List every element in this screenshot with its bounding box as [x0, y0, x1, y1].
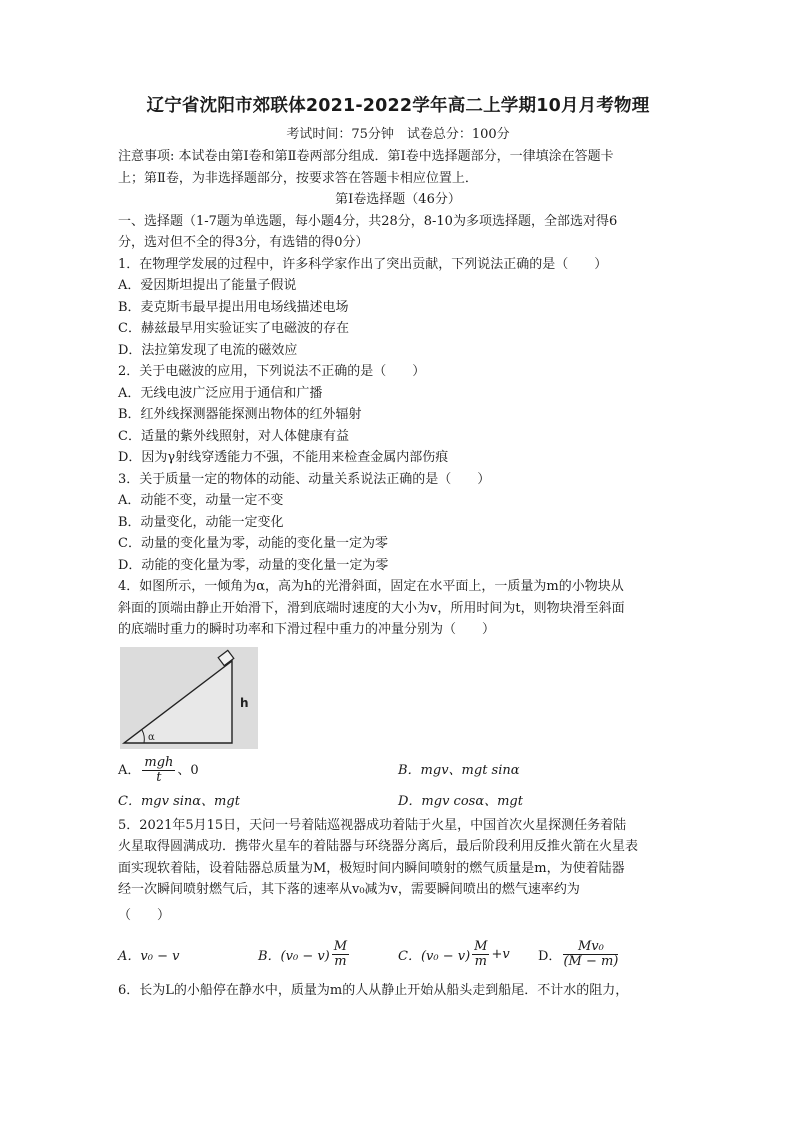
incline-diagram [120, 647, 258, 749]
label-h: h [240, 695, 249, 710]
q4-option-a-denominator: t [156, 770, 162, 785]
q5-option-c [398, 940, 538, 969]
q5-line-5: （ ） [118, 907, 171, 923]
section-intro-2: 分，选对但不全的得3分，有选错的得0分） [118, 235, 369, 250]
q1-option-d: D．法拉第发现了电流的磁效应 [118, 342, 298, 358]
q3-option-b: B．动量变化，动能一定变化 [118, 514, 284, 530]
q4-line-1: 4．如图所示，一倾角为α，高为h的光滑斜面，固定在水平面上，一质量为m的小物块从 [118, 579, 624, 594]
q5-line-4: 经一次瞬间喷射燃气后，其下落的速率从v₀减为v，需要瞬间喷出的燃气速率约为 [118, 882, 580, 897]
q5-options-row [118, 932, 678, 976]
q5-option-b [258, 940, 398, 969]
q5-option-d-prefix: D． [538, 948, 562, 964]
q2-option-c: C．适量的紫外线照射，对人体健康有益 [118, 428, 349, 444]
q5-option-d-fraction [563, 940, 618, 969]
notice-line-2: 上；第Ⅱ卷，为非选择题部分，按要求答在答题卡相应位置上． [118, 170, 478, 186]
q4-line-3: 的底端时重力的瞬时功率和下滑过程中重力的冲量分别为（ ） [118, 622, 496, 637]
exam-title: 辽宁省沈阳市郊联体2021-2022学年高二上学期10月月考物理 [146, 96, 650, 116]
q5-option-d-denominator: (M − m) [563, 953, 619, 969]
q1-option-c: C．赫兹最早用实验证实了电磁波的存在 [118, 321, 349, 336]
q4-option-a-suffix: 、0 [177, 762, 199, 778]
exam-subtitle: 考试时间：75分钟 试卷总分：100分 [286, 127, 510, 142]
section-intro-1: 一、选择题（1-7题为单选题，每小题4分，共28分，8-10为多项选择题，全部选对得6 [118, 213, 618, 229]
q5-option-b-numerator: M [333, 938, 348, 954]
q5-option-b-fraction [332, 940, 349, 969]
q5-option-a: A．v₀ − v [118, 948, 180, 964]
q4-options-row-1 [118, 751, 678, 791]
q4-line-2: 斜面的顶端由静止开始滑下，滑到底端时速度的大小为v，所用时间为t，则物块滑至斜面 [118, 600, 625, 616]
label-alpha: α [148, 731, 155, 743]
q2-stem: 2．关于电磁波的应用，下列说法不正确的是（ ） [118, 364, 426, 379]
incline-figure [120, 647, 258, 749]
q5-option-b-denominator: m [334, 953, 347, 969]
q4-options-row-2 [118, 791, 678, 813]
q4-option-d: D．mgv cosα、mgt [398, 793, 523, 809]
q4-option-b: B．mgv、mgt sinα [398, 762, 520, 778]
q4-option-a-fraction [142, 756, 175, 785]
q3-stem: 3．关于质量一定的物体的动能、动量关系说法正确的是（ ） [118, 471, 491, 487]
q4-option-c: C．mgv sinα、mgt [118, 793, 240, 809]
q3-option-c: C．动量的变化量为零，动能的变化量一定为零 [118, 536, 388, 551]
q5-option-c-fraction [472, 940, 489, 969]
q5-option-c-prefix: C．(v₀ − v) [398, 948, 471, 964]
q1-option-b: B．麦克斯韦最早提出用电场线描述电场 [118, 299, 349, 315]
q5-line-3: 面实现软着陆，设着陆器总质量为M，极短时间内瞬间喷射的燃气质量是m，为使着陆器 [118, 860, 625, 876]
q5-option-d [538, 940, 620, 969]
q5-line-2: 火星取得圆满成功．携带火星车的着陆器与环绕器分离后，最后阶段利用反推火箭在火星表 [118, 839, 639, 854]
q5-option-c-suffix: +v [491, 946, 510, 962]
q5-option-d-numerator: Mv₀ [563, 940, 618, 955]
q5-option-c-numerator: M [474, 938, 488, 954]
q2-option-d: D．因为γ射线穿透能力不强，不能用来检查金属内部伤痕 [118, 450, 449, 465]
q4-option-a-numerator: mgh [144, 755, 174, 770]
q3-option-d: D．动能的变化量为零，动量的变化量一定为零 [118, 557, 389, 573]
q1-option-a: A．爱因斯坦提出了能量子假说 [118, 278, 297, 293]
q5-line-1: 5．2021年5月15日，天问一号着陆巡视器成功着陆于火星，中国首次火星探测任务着陆 [118, 817, 627, 833]
q2-option-b: B．红外线探测器能探测出物体的红外辐射 [118, 407, 362, 422]
q4-option-a [118, 756, 398, 785]
q5-option-b-prefix: B．(v₀ − v) [258, 948, 330, 964]
q2-option-a: A．无线电波广泛应用于通信和广播 [118, 385, 323, 401]
q4-option-a-prefix: A． [118, 762, 141, 778]
notice-line-1: 注意事项: 本试卷由第Ⅰ卷和第Ⅱ卷两部分组成．第Ⅰ卷中选择题部分，一律填涂在答题卡 [118, 149, 614, 164]
q3-option-a: A．动能不变，动量一定不变 [118, 493, 284, 508]
q5-option-c-denominator: m [474, 953, 487, 969]
q1-stem: 1．在物理学发展的过程中，许多科学家作出了突出贡献，下列说法正确的是（ ） [118, 256, 608, 272]
exam-page [118, 92, 678, 1002]
section-title: 第Ⅰ卷选择题（46分） [335, 192, 461, 207]
q6-line-1: 6．长为L的小船停在静水中，质量为m的人从静止开始从船头走到船尾．不计水的阻力， [118, 983, 629, 998]
